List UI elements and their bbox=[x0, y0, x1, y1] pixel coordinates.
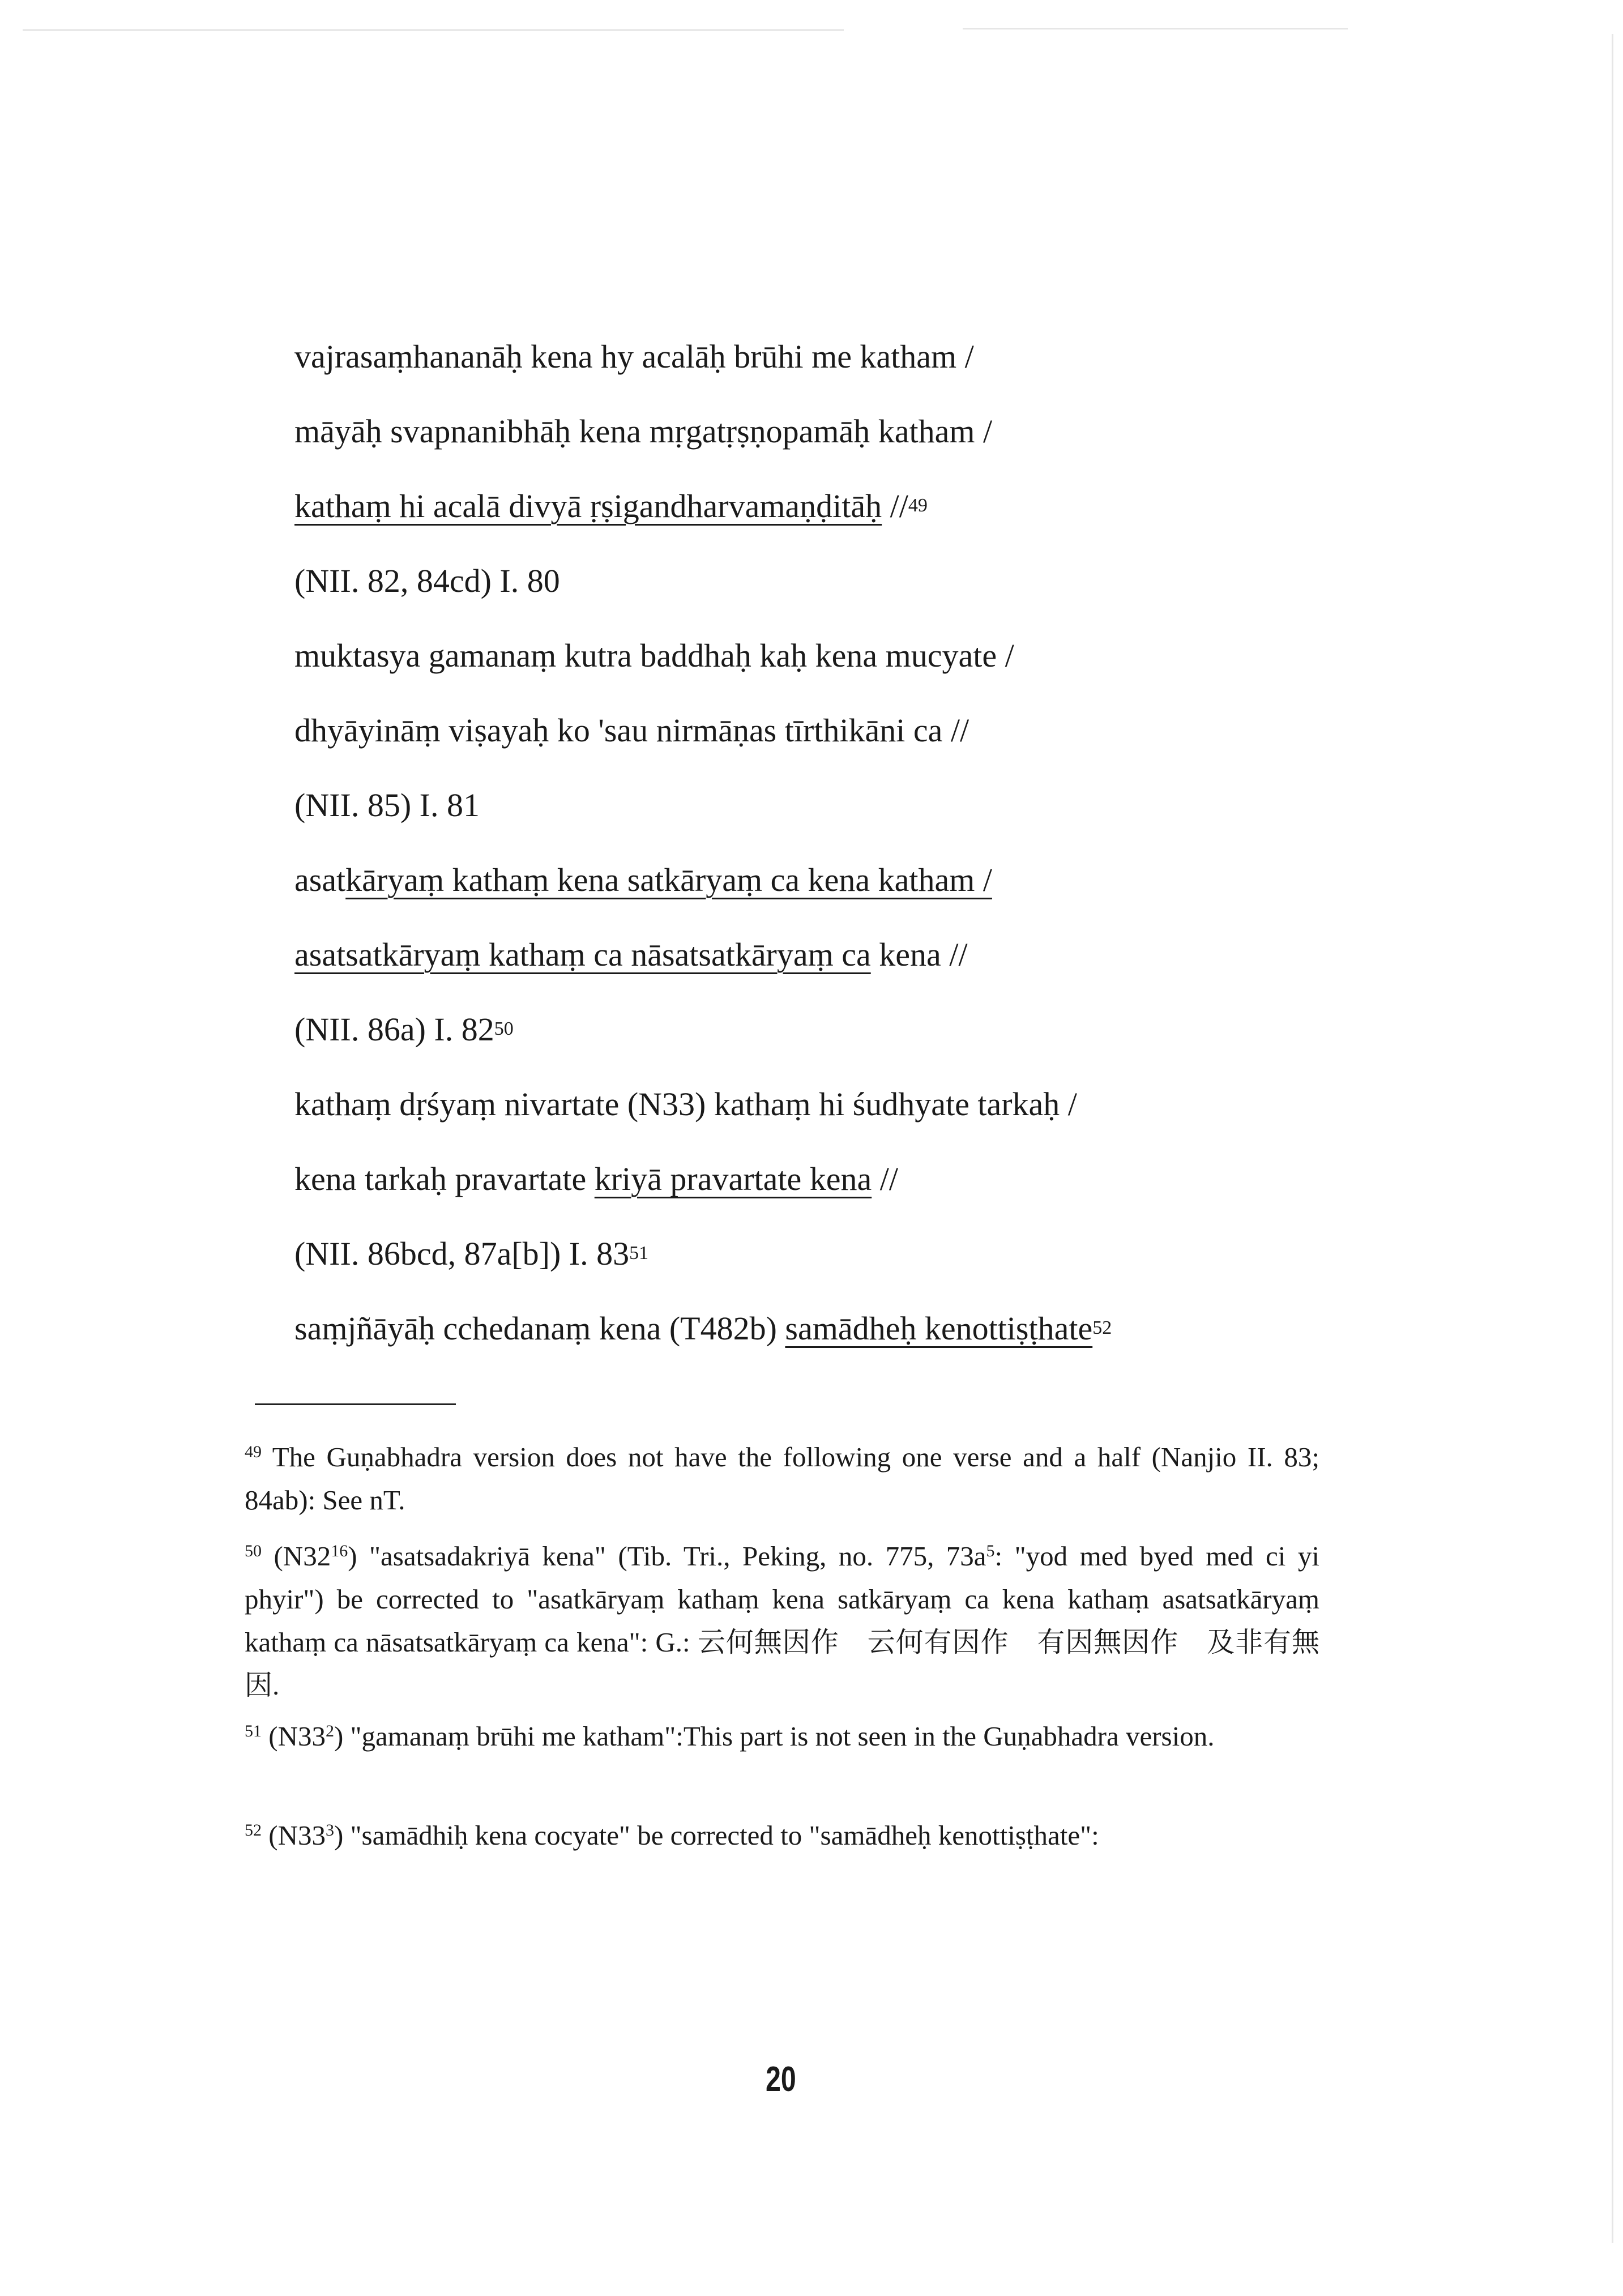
footnote-number: 50 bbox=[245, 1542, 262, 1560]
footnote-51: $^{51}$ $(N33^2)$ "gamanaṃ brūhi me katham":This part is not seen in the Guṇabhadra version. bbox=[245, 1721, 1215, 1752]
verse-reference: (NII. 86bcd, 87a[b]) I. $83^{51}$ bbox=[294, 1235, 649, 1272]
footnote-49: $^{49}$ The Guṇabhadra version does not have the following one verse and a half (Nanjio II. 83; 84ab): See nT. bbox=[245, 1441, 1320, 1516]
verse-reference: (NII. 85) I. 81 bbox=[294, 787, 480, 823]
verse-line: kathaṃ dṛśyaṃ nivartate (N33) kathaṃ hi śudhyate tarkaḥ / bbox=[294, 1086, 1077, 1123]
verse-line: asatkāryaṃ kathaṃ kena satkāryaṃ ca kena katham / bbox=[294, 861, 992, 898]
footnote-52: $^{52}$ $(N33^3)$ "samādhiḥ kena cocyate" be corrected to "samādheḥ kenottiṣṭhate": bbox=[245, 1820, 1099, 1851]
footnote-number: 52 bbox=[245, 1821, 262, 1840]
footnote-ref: 51 bbox=[629, 1243, 649, 1264]
underlined-phrase: kriyā pravartate kena bbox=[594, 1160, 872, 1197]
scan-artifact bbox=[963, 28, 1348, 29]
footnote-number: 51 bbox=[245, 1722, 262, 1740]
footnote-ref: 50 bbox=[494, 1018, 514, 1039]
underlined-phrase: asatsatkāryaṃ kathaṃ ca nāsatsatkāryaṃ ca bbox=[294, 936, 871, 973]
verse-line: vajrasaṃhananāḥ kena hy acalāḥ brūhi me katham / bbox=[294, 338, 974, 375]
verse-line: kathaṃ hi acalā divyā ṛṣigandharvamaṇḍitāḥ //$^{49}$ bbox=[294, 488, 928, 524]
scan-artifact bbox=[1612, 34, 1613, 2243]
footnote-50: $^{50}$ $(N32^{16})$ "asatsadakriyā kena" (Tib. Tri., Peking, no. 775, $73a^5$: "yod med byed med ci yi phyir") be corrected to "asatkāryaṃ kathaṃ kena satkāryaṃ ca kena kathaṃ asatsatkāryaṃ kathaṃ ca nāsatsatkāryaṃ ca kena": G.: 云何無因作 云何有因作 有因無因作 及非有無因. bbox=[245, 1540, 1319, 1701]
verse-line: māyāḥ svapnanibhāḥ kena mṛgatṛṣṇopamāḥ katham / bbox=[294, 413, 993, 450]
underlined-phrase: kathaṃ hi acalā divyā ṛṣigandharvamaṇḍitāḥ bbox=[294, 488, 882, 524]
footnote-ref: 49 bbox=[908, 495, 928, 516]
verse-line: muktasya gamanaṃ kutra baddhaḥ kaḥ kena mucyate / bbox=[294, 637, 1014, 674]
page-number: 20 bbox=[766, 2060, 796, 2099]
footnote-separator bbox=[255, 1403, 456, 1405]
verse-line: kena tarkaḥ pravartate kriyā pravartate kena // bbox=[294, 1160, 898, 1197]
footnote-number: 49 bbox=[245, 1443, 262, 1461]
footnote-ref: 52 bbox=[1092, 1317, 1112, 1338]
verse-line: saṃjñāyāḥ cchedanaṃ kena (T482b) samādheḥ kenottiṣṭhate$^{52}$ bbox=[294, 1310, 1112, 1347]
verse-reference: (NII. 82, 84cd) I. 80 bbox=[294, 562, 560, 599]
scan-artifact bbox=[23, 29, 844, 31]
verse-reference: (NII. 86a) I. $82^{50}$ bbox=[294, 1011, 514, 1048]
underlined-phrase: kāryaṃ kathaṃ kena satkāryaṃ ca kena katham / bbox=[345, 861, 992, 898]
underlined-phrase: samādheḥ kenottiṣṭhate bbox=[785, 1310, 1093, 1347]
verse-line: asatsatkāryaṃ kathaṃ ca nāsatsatkāryaṃ ca kena // bbox=[294, 936, 968, 973]
verse-line: dhyāyināṃ viṣayaḥ ko 'sau nirmāṇas tīrthikāni ca // bbox=[294, 712, 969, 749]
